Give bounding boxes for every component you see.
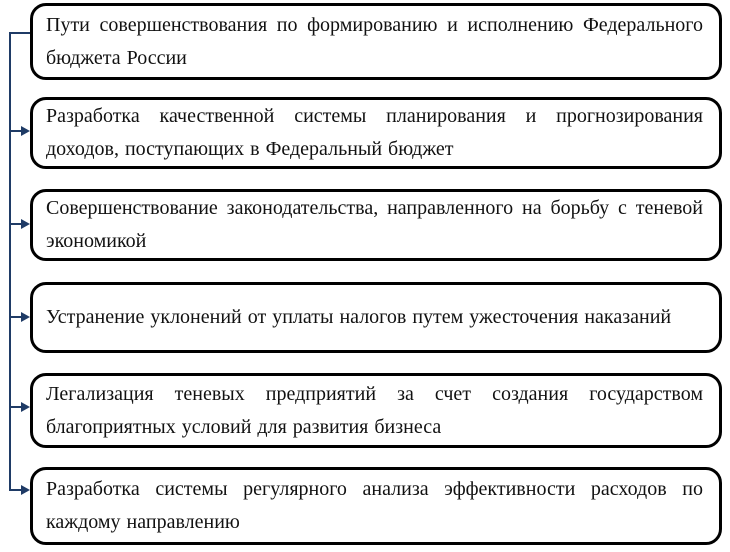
arrow-right-icon: [9, 219, 30, 229]
flow-box-legislation: [30, 189, 722, 261]
flow-box-text: Совершенствование законодательства, направленного на борьбу с теневой экономикой: [46, 197, 703, 252]
flow-box-text: Разработка системы регулярного анализа эффективности расходов по каждому направлению: [46, 478, 703, 533]
flow-box-expense-analysis: [30, 467, 722, 545]
flow-box-main-topic: [30, 3, 722, 80]
connector-trunk-line: [9, 33, 11, 491]
arrow-right-icon: [9, 485, 30, 495]
arrow-head: [21, 312, 30, 322]
arrow-head: [21, 485, 30, 495]
flow-box-tax-evasion: [30, 282, 722, 353]
arrow-head: [21, 402, 30, 412]
flow-box-text: Разработка качественной системы планирования и прогнозирования доходов, поступающих в Федеральный бюджет: [46, 105, 703, 160]
flow-box-text: Устранение уклонений от уплаты налогов путем ужесточения наказаний: [46, 306, 672, 328]
arrow-right-icon: [9, 126, 30, 136]
flow-box-planning-system: [30, 97, 722, 169]
flow-box-legalization: [30, 373, 722, 448]
arrow-head: [21, 219, 30, 229]
connector-branch-top: [9, 32, 30, 34]
arrow-right-icon: [9, 402, 30, 412]
flow-box-text: Пути совершенствования по формированию и исполнению Федерального бюджета России: [46, 13, 703, 69]
flow-box-text: Легализация теневых предприятий за счет создания государством благоприятных условий для развития бизнеса: [46, 382, 703, 438]
arrow-right-icon: [9, 312, 30, 322]
arrow-head: [21, 126, 30, 136]
